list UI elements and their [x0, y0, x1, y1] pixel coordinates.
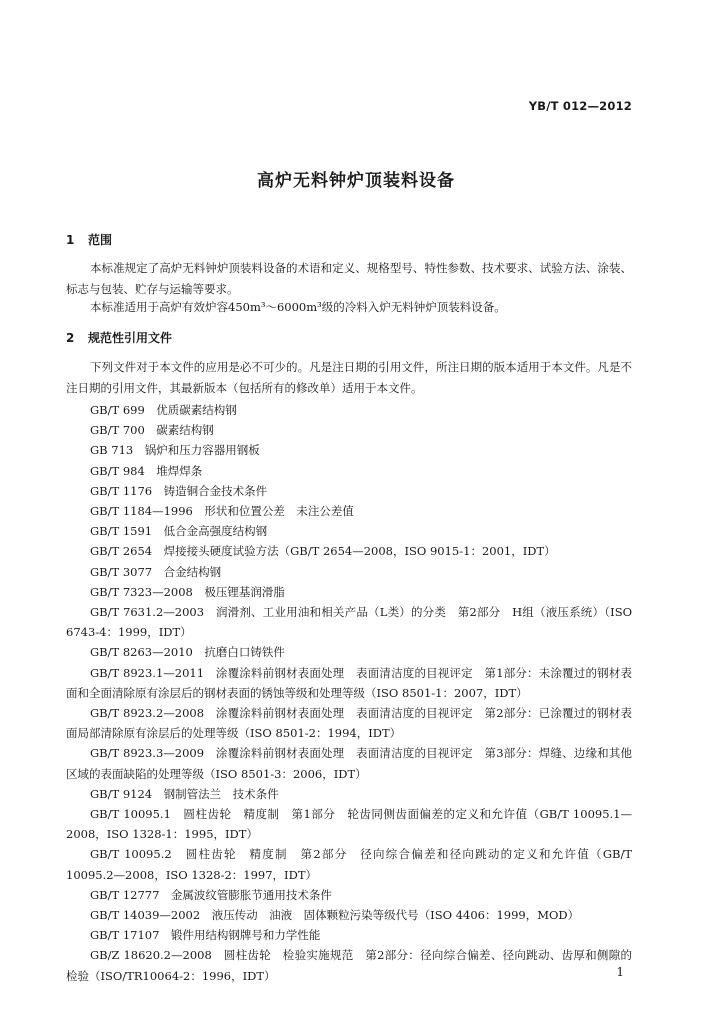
- reference-item: GB/T 7323—2008 极压锂基润滑脂: [90, 584, 285, 599]
- page-number: 1: [616, 965, 624, 979]
- reference-item: GB/T 8263—2010 抗磨白口铸铁件: [90, 645, 285, 660]
- reference-item: GB/T 7631.2—2003 润滑剂、工业用油和相关产品（L类）的分类 第2部分 H组（液压系统）（ISO 6743-4：1999，IDT）: [66, 605, 632, 640]
- reference-item: GB/T 699 优质碳素结构钢: [90, 403, 237, 417]
- reference-item: GB/T 3077 合金结构钢: [90, 564, 222, 579]
- reference-item: GB/T 9124 钢制管法兰 技术条件: [90, 786, 279, 801]
- section-title: 规范性引用文件: [88, 331, 173, 345]
- reference-item: GB/T 10095.2 圆柱齿轮 精度制 第2部分 径向综合偏差和径向跳动的定义和允许值（GB/T 10095.2—2008，ISO 1328-2：1997，IDT）: [66, 847, 632, 882]
- reference-item: GB 713 锅炉和压力容器用钢板: [90, 443, 260, 458]
- reference-item: GB/T 8923.3—2009 涂覆涂料前钢材表面处理 表面清洁度的目视评定 第3部分：焊缝、边缘和其他区域的表面缺陷的处理等级（ISO 8501-3：2006，IDT）: [66, 746, 632, 781]
- reference-item: GB/T 1176 铸造铜合金技术条件: [90, 483, 268, 498]
- reference-item: GB/T 17107 锻件用结构钢牌号和力学性能: [90, 928, 321, 943]
- section-2-heading: [66, 329, 172, 346]
- reference-item: GB/T 1591 低合金高强度结构钢: [90, 524, 268, 539]
- section-title: 范围: [88, 233, 113, 247]
- section-number: 1: [66, 233, 75, 247]
- reference-item: GB/Z 18620.2—2008 圆柱齿轮 检验实施规范 第2部分：径向综合偏差、径向跳动、齿厚和侧隙的检验（ISO/TR10064-2：1996，IDT）: [66, 948, 632, 983]
- reference-list: [66, 400, 632, 986]
- reference-item: GB/T 12777 金属波纹管膨胀节通用技术条件: [90, 887, 332, 902]
- section-number: 2: [66, 331, 75, 345]
- reference-item: GB/T 8923.2—2008 涂覆涂料前钢材表面处理 表面清洁度的目视评定 第2部分：已涂覆过的钢材表面局部清除原有涂层后的处理等级（ISO 8501-2：1994，IDT）: [66, 706, 632, 741]
- reference-item: GB/T 1184—1996 形状和位置公差 未注公差值: [90, 504, 354, 519]
- page-title: 高炉无料钟炉顶装料设备: [257, 171, 455, 191]
- section-1-heading: [66, 231, 112, 248]
- reference-item: GB/T 14039—2002 液压传动 油液 固体颗粒污染等级代号（ISO 4406：1999，MOD）: [90, 908, 580, 923]
- document-code: YB/T 012—2012: [528, 99, 632, 113]
- scope-paragraph-1: 本标准规定了高炉无料钟炉顶装料设备的术语和定义、规格型号、特性参数、技术要求、试验方法、涂装、标志与包装、贮存与运输等要求。: [66, 261, 632, 296]
- reference-item: GB/T 700 碳素结构钢: [90, 423, 214, 438]
- reference-item: GB/T 10095.1 圆柱齿轮 精度制 第1部分 轮齿同侧齿面偏差的定义和允许值（GB/T 10095.1—2008，ISO 1328-1：1995，IDT）: [66, 807, 632, 842]
- reference-item: GB/T 2654 焊接接头硬度试验方法（GB/T 2654—2008，ISO 9015-1：2001，IDT）: [90, 544, 556, 559]
- scope-paragraph-2: 本标准适用于高炉有效炉容450m³～6000m³级的冷料入炉无料钟炉顶装料设备。: [90, 300, 506, 314]
- references-intro: 下列文件对于本文件的应用是必不可少的。凡是注日期的引用文件，所注日期的版本适用于本文件。凡是不注日期的引用文件，其最新版本（包括所有的修改单）适用于本文件。: [66, 360, 632, 395]
- reference-item: GB/T 984 堆焊焊条: [90, 463, 203, 478]
- reference-item: GB/T 8923.1—2011 涂覆涂料前钢材表面处理 表面清洁度的目视评定 第1部分：未涂覆过的钢材表面和全面清除原有涂层后的钢材表面的锈蚀等级和处理等级（ISO 8501-1：2007，IDT）: [66, 665, 632, 700]
